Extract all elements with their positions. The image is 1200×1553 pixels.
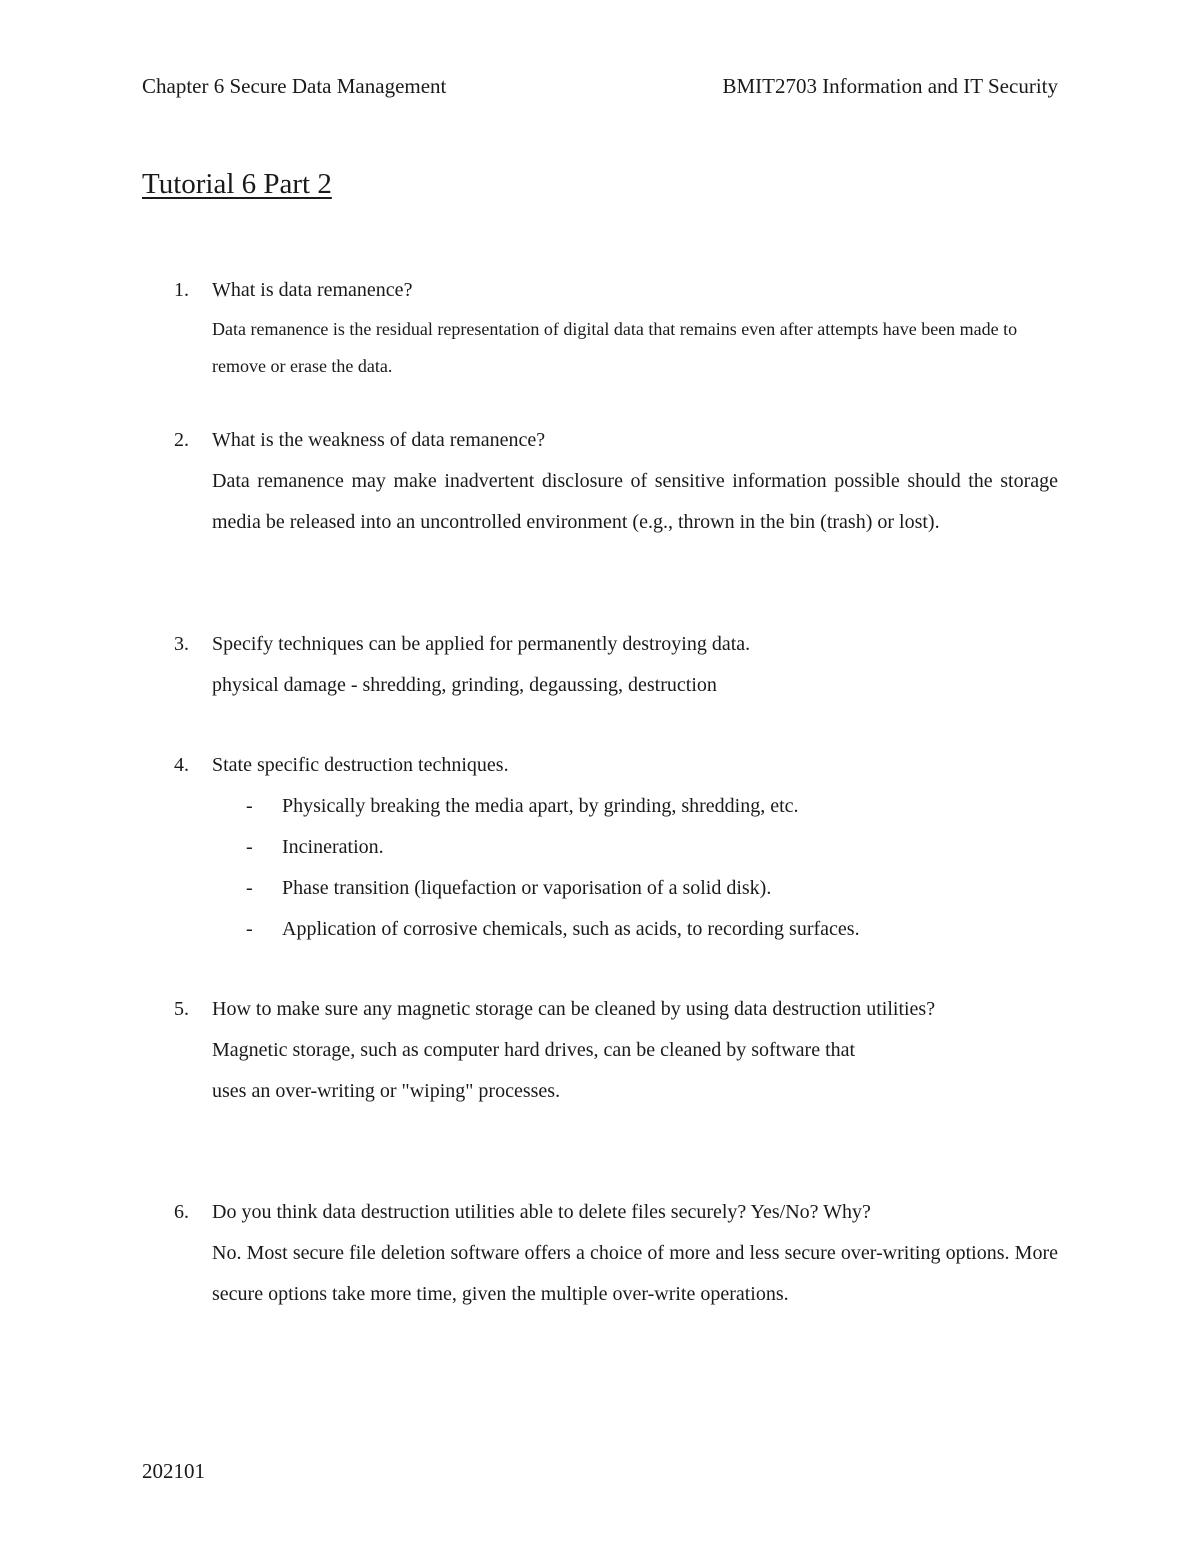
answer-text: Data remanence may make inadvertent disclosure of sensitive information possible should the storage media be released into an uncontrolled environment (e.g., thrown in the bin (trash) or lost).: [212, 470, 1058, 533]
question-4: [142, 745, 1058, 950]
question-6: [142, 1192, 1058, 1315]
question-number: 5.: [174, 998, 189, 1020]
page-title: Tutorial 6 Part 2: [142, 168, 332, 200]
bullet-dash: -: [246, 795, 253, 817]
list-item-text: Physically breaking the media apart, by grinding, shredding, etc.: [282, 795, 799, 817]
list-item-text: Application of corrosive chemicals, such as acids, to recording surfaces.: [282, 918, 860, 940]
question-text: What is data remanence?: [212, 279, 413, 301]
bullet-dash: -: [246, 877, 253, 899]
answer-line: Magnetic storage, such as computer hard drives, can be cleaned by software that: [212, 1039, 856, 1061]
footer-code: 202101: [142, 1459, 205, 1483]
question-text: Do you think data destruction utilities able to delete files securely? Yes/No? Why?: [212, 1201, 871, 1223]
question-number: 1.: [174, 279, 189, 301]
question-number: 2.: [174, 429, 189, 451]
list-item: [212, 868, 1058, 909]
answer-text: Data remanence is the residual representation of digital data that remains even after attempts have been made to remove or erase the data.: [212, 319, 1018, 376]
answer-text: physical damage - shredding, grinding, degaussing, destruction: [212, 674, 717, 696]
question-text: What is the weakness of data remanence?: [212, 429, 546, 451]
bullet-dash: -: [246, 836, 253, 858]
bullet-dash: -: [246, 918, 253, 940]
list-item-text: Incineration.: [282, 836, 384, 858]
destruction-techniques-list: [212, 786, 1058, 950]
question-text: How to make sure any magnetic storage can be cleaned by using data destruction utilities?: [212, 998, 936, 1020]
question-5: [142, 989, 1058, 1112]
header-course: BMIT2703 Information and IT Security: [722, 74, 1058, 98]
question-text: State specific destruction techniques.: [212, 754, 509, 776]
header-chapter: Chapter 6 Secure Data Management: [142, 74, 447, 98]
question-3: [142, 624, 1058, 706]
list-item: [212, 827, 1058, 868]
question-number: 3.: [174, 633, 189, 655]
question-number: 4.: [174, 754, 189, 776]
answer-line: uses an over-writing or "wiping" processes.: [212, 1080, 561, 1102]
list-item: [212, 909, 1058, 950]
question-text: Specify techniques can be applied for permanently destroying data.: [212, 633, 751, 655]
question-1: [142, 270, 1058, 385]
answer-text: No. Most secure file deletion software offers a choice of more and less secure over-writing options. More secure options take more time, given the multiple over-write operations.: [212, 1242, 1058, 1305]
list-item-text: Phase transition (liquefaction or vaporisation of a solid disk).: [282, 877, 772, 899]
question-number: 6.: [174, 1201, 189, 1223]
question-2: [142, 420, 1058, 543]
list-item: [212, 786, 1058, 827]
